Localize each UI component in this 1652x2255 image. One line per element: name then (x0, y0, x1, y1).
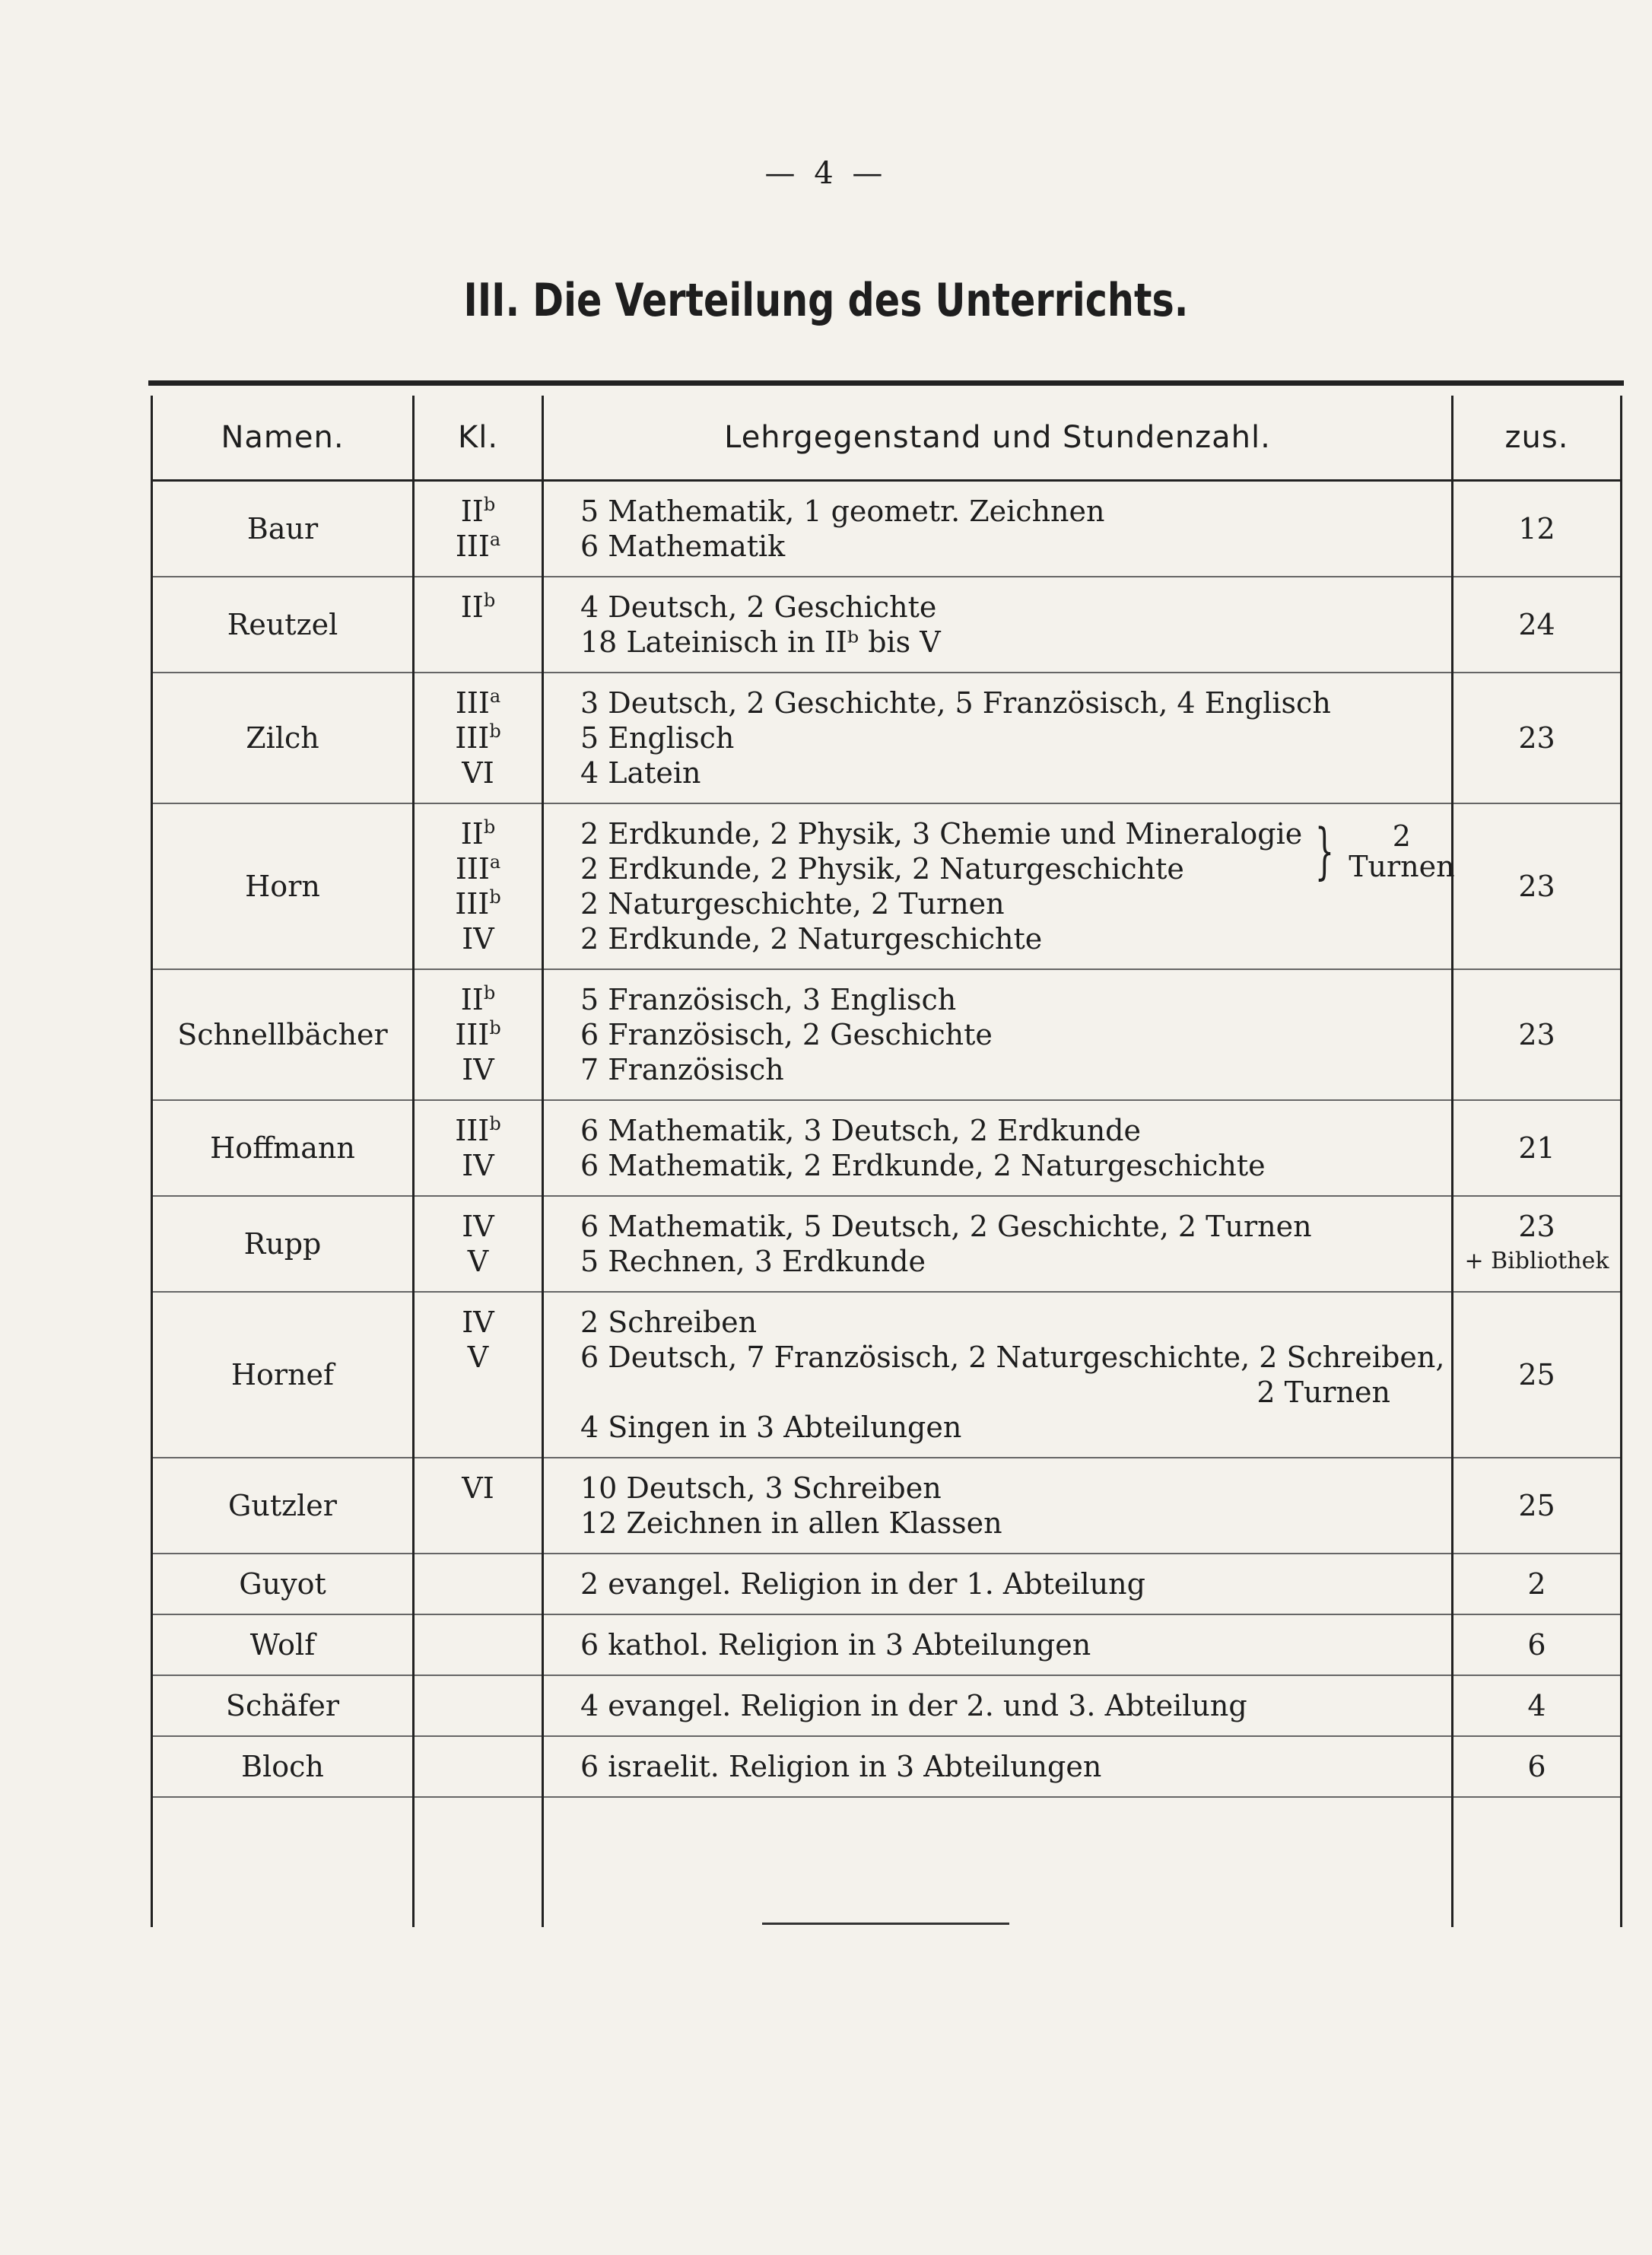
braced-group (580, 816, 1455, 886)
class-label (415, 529, 542, 564)
subject-line: 7 Französisch (580, 1053, 784, 1086)
class-section: b (483, 816, 496, 838)
hours-total (1453, 577, 1622, 673)
class-base: II (460, 817, 484, 851)
subject-line: 4 Deutsch, 2 Geschichte (580, 590, 937, 624)
subject-line: 5 Englisch (580, 721, 735, 755)
subject-line: 2 Turnen (1256, 1376, 1390, 1409)
class-base: VI (462, 756, 494, 790)
subject-line: 6 Mathematik (580, 530, 786, 563)
class-label (415, 1209, 542, 1244)
class-base: II (460, 590, 484, 624)
subject-line: 2 evangel. Religion in der 1. Abteilung (580, 1567, 1145, 1601)
table-row (152, 1100, 1622, 1196)
teacher-name: Rupp (152, 1196, 414, 1292)
teacher-name: Wolf (152, 1614, 414, 1675)
subject-line: 5 Französisch, 3 Englisch (580, 983, 957, 1016)
table-row (152, 1554, 1622, 1614)
subject-line: 2 Erdkunde, 2 Physik, 2 Naturgeschichte (580, 852, 1184, 886)
subject-list (543, 1196, 1453, 1292)
hours-total-value: 12 (1518, 512, 1555, 545)
subject-list (543, 969, 1453, 1100)
class-list (414, 803, 543, 969)
brace-label-line: Turnen (1349, 850, 1455, 883)
hours-total (1453, 481, 1622, 577)
hours-total (1453, 1458, 1622, 1554)
subject-line: 4 Singen in 3 Abteilungen (580, 1411, 962, 1444)
class-list (414, 1458, 543, 1554)
class-list (414, 1100, 543, 1196)
header-class: Kl. (414, 396, 543, 481)
subject-list (543, 803, 1453, 969)
table-row (152, 1614, 1622, 1675)
class-label (415, 685, 542, 720)
hours-total-value: 25 (1518, 1489, 1555, 1522)
top-rule (148, 380, 1624, 386)
teacher-name: Bloch (152, 1736, 414, 1797)
header-subject: Lehrgegenstand und Stundenzahl. (543, 396, 1453, 481)
subject-line: 6 Deutsch, 7 Französisch, 2 Naturgeschichte, 2 Schreiben, (580, 1341, 1445, 1374)
class-base: IV (462, 1149, 494, 1182)
class-list (414, 1292, 543, 1458)
subject-line: 2 Erdkunde, 2 Physik, 3 Chemie und Mineralogie (580, 817, 1303, 851)
header-total: zus. (1453, 396, 1622, 481)
subject-line: 6 Mathematik, 5 Deutsch, 2 Geschichte, 2 Turnen (580, 1210, 1312, 1243)
class-label (415, 1244, 542, 1279)
hours-total-value: 23 (1518, 1210, 1555, 1243)
subject-line: 3 Deutsch, 2 Geschichte, 5 Französisch, 4 Englisch (580, 686, 1331, 720)
teacher-name: Hoffmann (152, 1100, 414, 1196)
table-row (152, 481, 1622, 577)
subject-line: 2 Naturgeschichte, 2 Turnen (580, 887, 1005, 921)
class-list (414, 1196, 543, 1292)
class-base: VI (462, 1471, 494, 1505)
teacher-name: Schnellbächer (152, 969, 414, 1100)
class-section: b (489, 720, 501, 742)
hours-total-value: 23 (1518, 1018, 1555, 1051)
class-label (415, 851, 542, 886)
class-label (415, 720, 542, 755)
subject-line: 6 israelit. Religion in 3 Abteilungen (580, 1750, 1102, 1783)
brace-label (1349, 821, 1454, 882)
subject-list (543, 1458, 1453, 1554)
teacher-name: Reutzel (152, 577, 414, 673)
class-list (414, 1736, 543, 1797)
class-base: III (455, 530, 490, 563)
table-row (152, 577, 1622, 673)
teacher-name: Gutzler (152, 1458, 414, 1554)
class-section: b (483, 494, 496, 515)
class-list (414, 577, 543, 673)
subject-line: 5 Rechnen, 3 Erdkunde (580, 1245, 926, 1278)
hours-total (1453, 1675, 1622, 1736)
class-base: IV (462, 922, 494, 956)
page-number: — 4 — (764, 156, 888, 191)
hours-total (1453, 1292, 1622, 1458)
subject-list (543, 1675, 1453, 1736)
class-section: b (483, 982, 496, 1003)
hours-total (1453, 1100, 1622, 1196)
class-label (415, 1052, 542, 1087)
class-section: b (489, 1017, 501, 1038)
subject-list (543, 1100, 1453, 1196)
hours-total (1453, 969, 1622, 1100)
class-base: V (467, 1245, 489, 1278)
hours-total-note: + Bibliothek (1464, 1248, 1609, 1274)
class-label (415, 1305, 542, 1340)
subject-line: 12 Zeichnen in allen Klassen (580, 1506, 1002, 1540)
table-row (152, 1458, 1622, 1554)
hours-total-value: 2 (1527, 1567, 1546, 1601)
class-base: III (455, 1018, 490, 1051)
subject-line: 4 evangel. Religion in der 2. und 3. Abteilung (580, 1689, 1247, 1722)
closing-brace: } (1315, 816, 1335, 886)
hours-total-value: 6 (1527, 1628, 1546, 1662)
subject-line: 10 Deutsch, 3 Schreiben (580, 1471, 942, 1505)
header-name: Namen. (152, 396, 414, 481)
subject-line: 5 Mathematik, 1 geometr. Zeichnen (580, 495, 1105, 528)
table-row (152, 969, 1622, 1100)
subject-list (543, 1554, 1453, 1614)
table-row (152, 1675, 1622, 1736)
class-section: b (483, 590, 496, 611)
hours-total (1453, 1554, 1622, 1614)
table-filler-row (152, 1797, 1622, 1927)
hours-total-value: 21 (1518, 1131, 1555, 1165)
class-section: a (489, 851, 501, 873)
hours-total (1453, 1196, 1622, 1292)
class-list (414, 481, 543, 577)
hours-total (1453, 673, 1622, 803)
teacher-name: Baur (152, 481, 414, 577)
hours-total-value: 23 (1518, 870, 1555, 903)
class-base: III (455, 721, 490, 755)
class-label (415, 1471, 542, 1506)
header-row (152, 396, 1622, 481)
table-row (152, 1736, 1622, 1797)
class-list (414, 673, 543, 803)
class-list (414, 1614, 543, 1675)
class-label (415, 886, 542, 921)
class-label (415, 494, 542, 529)
section-title: III. Die Verteilung des Unterrichts. (463, 274, 1189, 327)
brace-label-line: 2 (1392, 819, 1411, 853)
class-base: II (460, 495, 484, 528)
class-list (414, 969, 543, 1100)
teacher-name: Guyot (152, 1554, 414, 1614)
subject-list (543, 1614, 1453, 1675)
subject-line: 4 Latein (580, 756, 701, 790)
subject-list (543, 1736, 1453, 1797)
class-section: a (489, 685, 501, 707)
table-row (152, 1196, 1622, 1292)
subject-line: 6 Mathematik, 2 Erdkunde, 2 Naturgeschichte (580, 1149, 1266, 1182)
teacher-name: Horn (152, 803, 414, 969)
class-base: IV (462, 1210, 494, 1243)
class-base: IV (462, 1053, 494, 1086)
class-label (415, 1113, 542, 1148)
hours-total (1453, 803, 1622, 969)
hours-total-value: 6 (1527, 1750, 1546, 1783)
class-section: a (489, 529, 501, 550)
subject-list (543, 577, 1453, 673)
class-label (415, 1148, 542, 1183)
class-label (415, 590, 542, 625)
hours-total-value: 25 (1518, 1358, 1555, 1391)
closing-rule (762, 1923, 1009, 1925)
hours-total (1453, 1614, 1622, 1675)
class-base: III (455, 852, 490, 886)
hours-total-value: 23 (1518, 721, 1555, 755)
subject-line: 6 kathol. Religion in 3 Abteilungen (580, 1628, 1091, 1662)
class-base: IV (462, 1306, 494, 1339)
class-section: b (489, 886, 501, 908)
class-list (414, 1675, 543, 1736)
subject-list (543, 481, 1453, 577)
class-base: V (467, 1341, 489, 1374)
teacher-name: Hornef (152, 1292, 414, 1458)
class-base: III (455, 887, 490, 921)
table-row (152, 1292, 1622, 1458)
class-label (415, 1340, 542, 1375)
table-row (152, 803, 1622, 969)
subject-line: 18 Lateinisch in IIᵇ bis V (580, 625, 941, 659)
class-section: b (489, 1113, 501, 1134)
teacher-name: Schäfer (152, 1675, 414, 1736)
class-label (415, 1017, 542, 1052)
hours-total-value: 24 (1518, 608, 1555, 641)
subject-line: 2 Erdkunde, 2 Naturgeschichte (580, 922, 1043, 956)
subject-line: 6 Französisch, 2 Geschichte (580, 1018, 993, 1051)
class-label (415, 816, 542, 851)
class-base: III (455, 1114, 490, 1147)
subject-line: 2 Schreiben (580, 1306, 758, 1339)
class-label (415, 755, 542, 790)
class-base: III (455, 686, 490, 720)
table-row (152, 673, 1622, 803)
class-base: II (460, 983, 484, 1016)
table-body (152, 481, 1622, 1928)
subject-list (543, 1292, 1453, 1458)
class-label (415, 921, 542, 956)
class-label (415, 982, 542, 1017)
hours-total (1453, 1736, 1622, 1797)
teacher-name: Zilch (152, 673, 414, 803)
subject-list (543, 673, 1453, 803)
class-list (414, 1554, 543, 1614)
braced-lines (580, 816, 1302, 886)
distribution-table (151, 396, 1622, 1927)
subject-line: 6 Mathematik, 3 Deutsch, 2 Erdkunde (580, 1114, 1141, 1147)
hours-total-value: 4 (1527, 1689, 1546, 1722)
